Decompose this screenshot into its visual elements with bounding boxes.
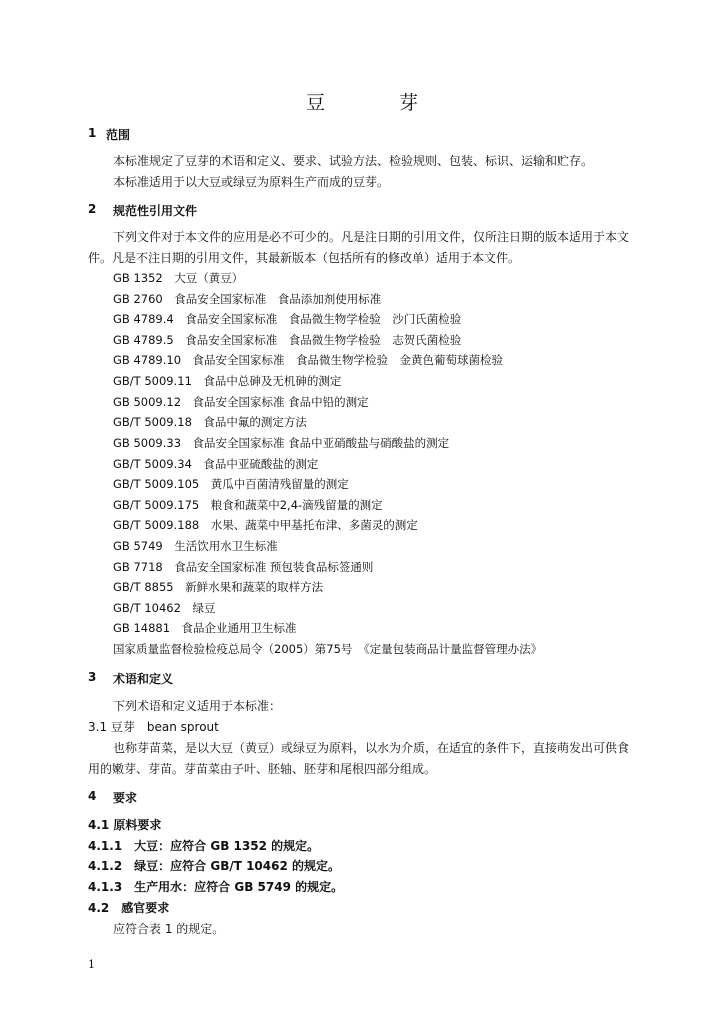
reference-item: GB 1352 大豆（黄豆） xyxy=(113,271,244,285)
subsection-4-1-heading: 4.1 原料要求 xyxy=(88,818,162,832)
section-4-heading: 要求 xyxy=(113,791,138,805)
term-3-1-heading: 3.1 豆芽 bean sprout xyxy=(88,720,219,734)
section-2-number: 2 xyxy=(88,202,97,216)
reference-item: GB 4789.4 食品安全国家标准 食品微生物学检验 沙门氏菌检验 xyxy=(113,312,462,326)
term-definition-line-1: 也称芽苗菜，是以大豆（黄豆）或绿豆为原料，以水为介质，在适宜的条件下，直接萌发出可供食 xyxy=(113,741,630,755)
section-1-heading: 范围 xyxy=(106,128,131,142)
page-number: 1 xyxy=(88,958,95,971)
section-2-heading: 规范性引用文件 xyxy=(113,204,198,218)
section-1-paragraph-2: 本标准适用于以大豆或绿豆为原料生产而成的豆芽。 xyxy=(113,175,390,189)
section-1-paragraph-1: 本标准规定了豆芽的术语和定义、要求、试验方法、检验规则、包装、标识、运输和贮存。 xyxy=(113,154,594,168)
reference-item: GB 4789.5 食品安全国家标准 食品微生物学检验 志贺氏菌检验 xyxy=(113,333,462,347)
reference-item: 国家质量监督检验检疫总局令（2005）第75号 《定量包装商品计量监督管理办法》 xyxy=(113,642,543,656)
section-3-intro: 下列术语和定义适用于本标准： xyxy=(113,699,282,713)
reference-item: GB 5009.12 食品安全国家标准 食品中铅的测定 xyxy=(113,395,369,409)
reference-item: GB 5749 生活饮用水卫生标准 xyxy=(113,539,278,553)
section-3-number: 3 xyxy=(88,670,97,684)
reference-item: GB 14881 食品企业通用卫生标准 xyxy=(113,621,297,635)
clause-4-1-1: 4.1.1 大豆：应符合 GB 1352 的规定。 xyxy=(88,839,320,853)
reference-item: GB/T 5009.105 黄瓜中百菌清残留量的测定 xyxy=(113,477,349,491)
section-2-paragraph-line-1: 下列文件对于本文件的应用是必不可少的。凡是注日期的引用文件，仅所注日期的版本适用于本文 xyxy=(113,230,630,244)
reference-item: GB/T 5009.188 水果、蔬菜中甲基托布津、多菌灵的测定 xyxy=(113,518,418,532)
subsection-4-2-text: 应符合表 1 的规定。 xyxy=(113,922,225,936)
reference-item: GB/T 5009.11 食品中总砷及无机砷的测定 xyxy=(113,374,342,388)
document-title: 豆 芽 xyxy=(305,92,453,114)
reference-item: GB/T 5009.34 食品中亚硫酸盐的测定 xyxy=(113,457,319,471)
section-4-number: 4 xyxy=(88,789,97,803)
term-definition-line-2: 用的嫩芽、芽苗。芽苗菜由子叶、胚轴、胚芽和尾根四部分组成。 xyxy=(88,762,437,776)
section-2-paragraph-line-2: 件。凡是不注日期的引用文件，其最新版本（包括所有的修改单）适用于本文件。 xyxy=(88,251,521,265)
reference-item: GB 2760 食品安全国家标准 食品添加剂使用标准 xyxy=(113,292,382,306)
section-3-heading: 术语和定义 xyxy=(113,672,174,686)
clause-4-1-2: 4.1.2 绿豆：应符合 GB/T 10462 的规定。 xyxy=(88,859,341,873)
reference-item: GB/T 10462 绿豆 xyxy=(113,601,216,615)
section-1-number: 1 xyxy=(88,126,97,140)
subsection-4-2-heading: 4.2 感官要求 xyxy=(88,901,170,915)
reference-item: GB/T 5009.18 食品中氟的测定方法 xyxy=(113,415,307,429)
reference-item: GB 4789.10 食品安全国家标准 食品微生物学检验 金黄色葡萄球菌检验 xyxy=(113,353,504,367)
reference-item: GB/T 5009.175 粮食和蔬菜中2,4-滴残留量的测定 xyxy=(113,498,383,512)
reference-item: GB 7718 食品安全国家标准 预包装食品标签通则 xyxy=(113,560,374,574)
reference-item: GB/T 8855 新鲜水果和蔬菜的取样方法 xyxy=(113,580,324,594)
reference-item: GB 5009.33 食品安全国家标准 食品中亚硝酸盐与硝酸盐的测定 xyxy=(113,436,450,450)
clause-4-1-3: 4.1.3 生产用水：应符合 GB 5749 的规定。 xyxy=(88,880,344,894)
